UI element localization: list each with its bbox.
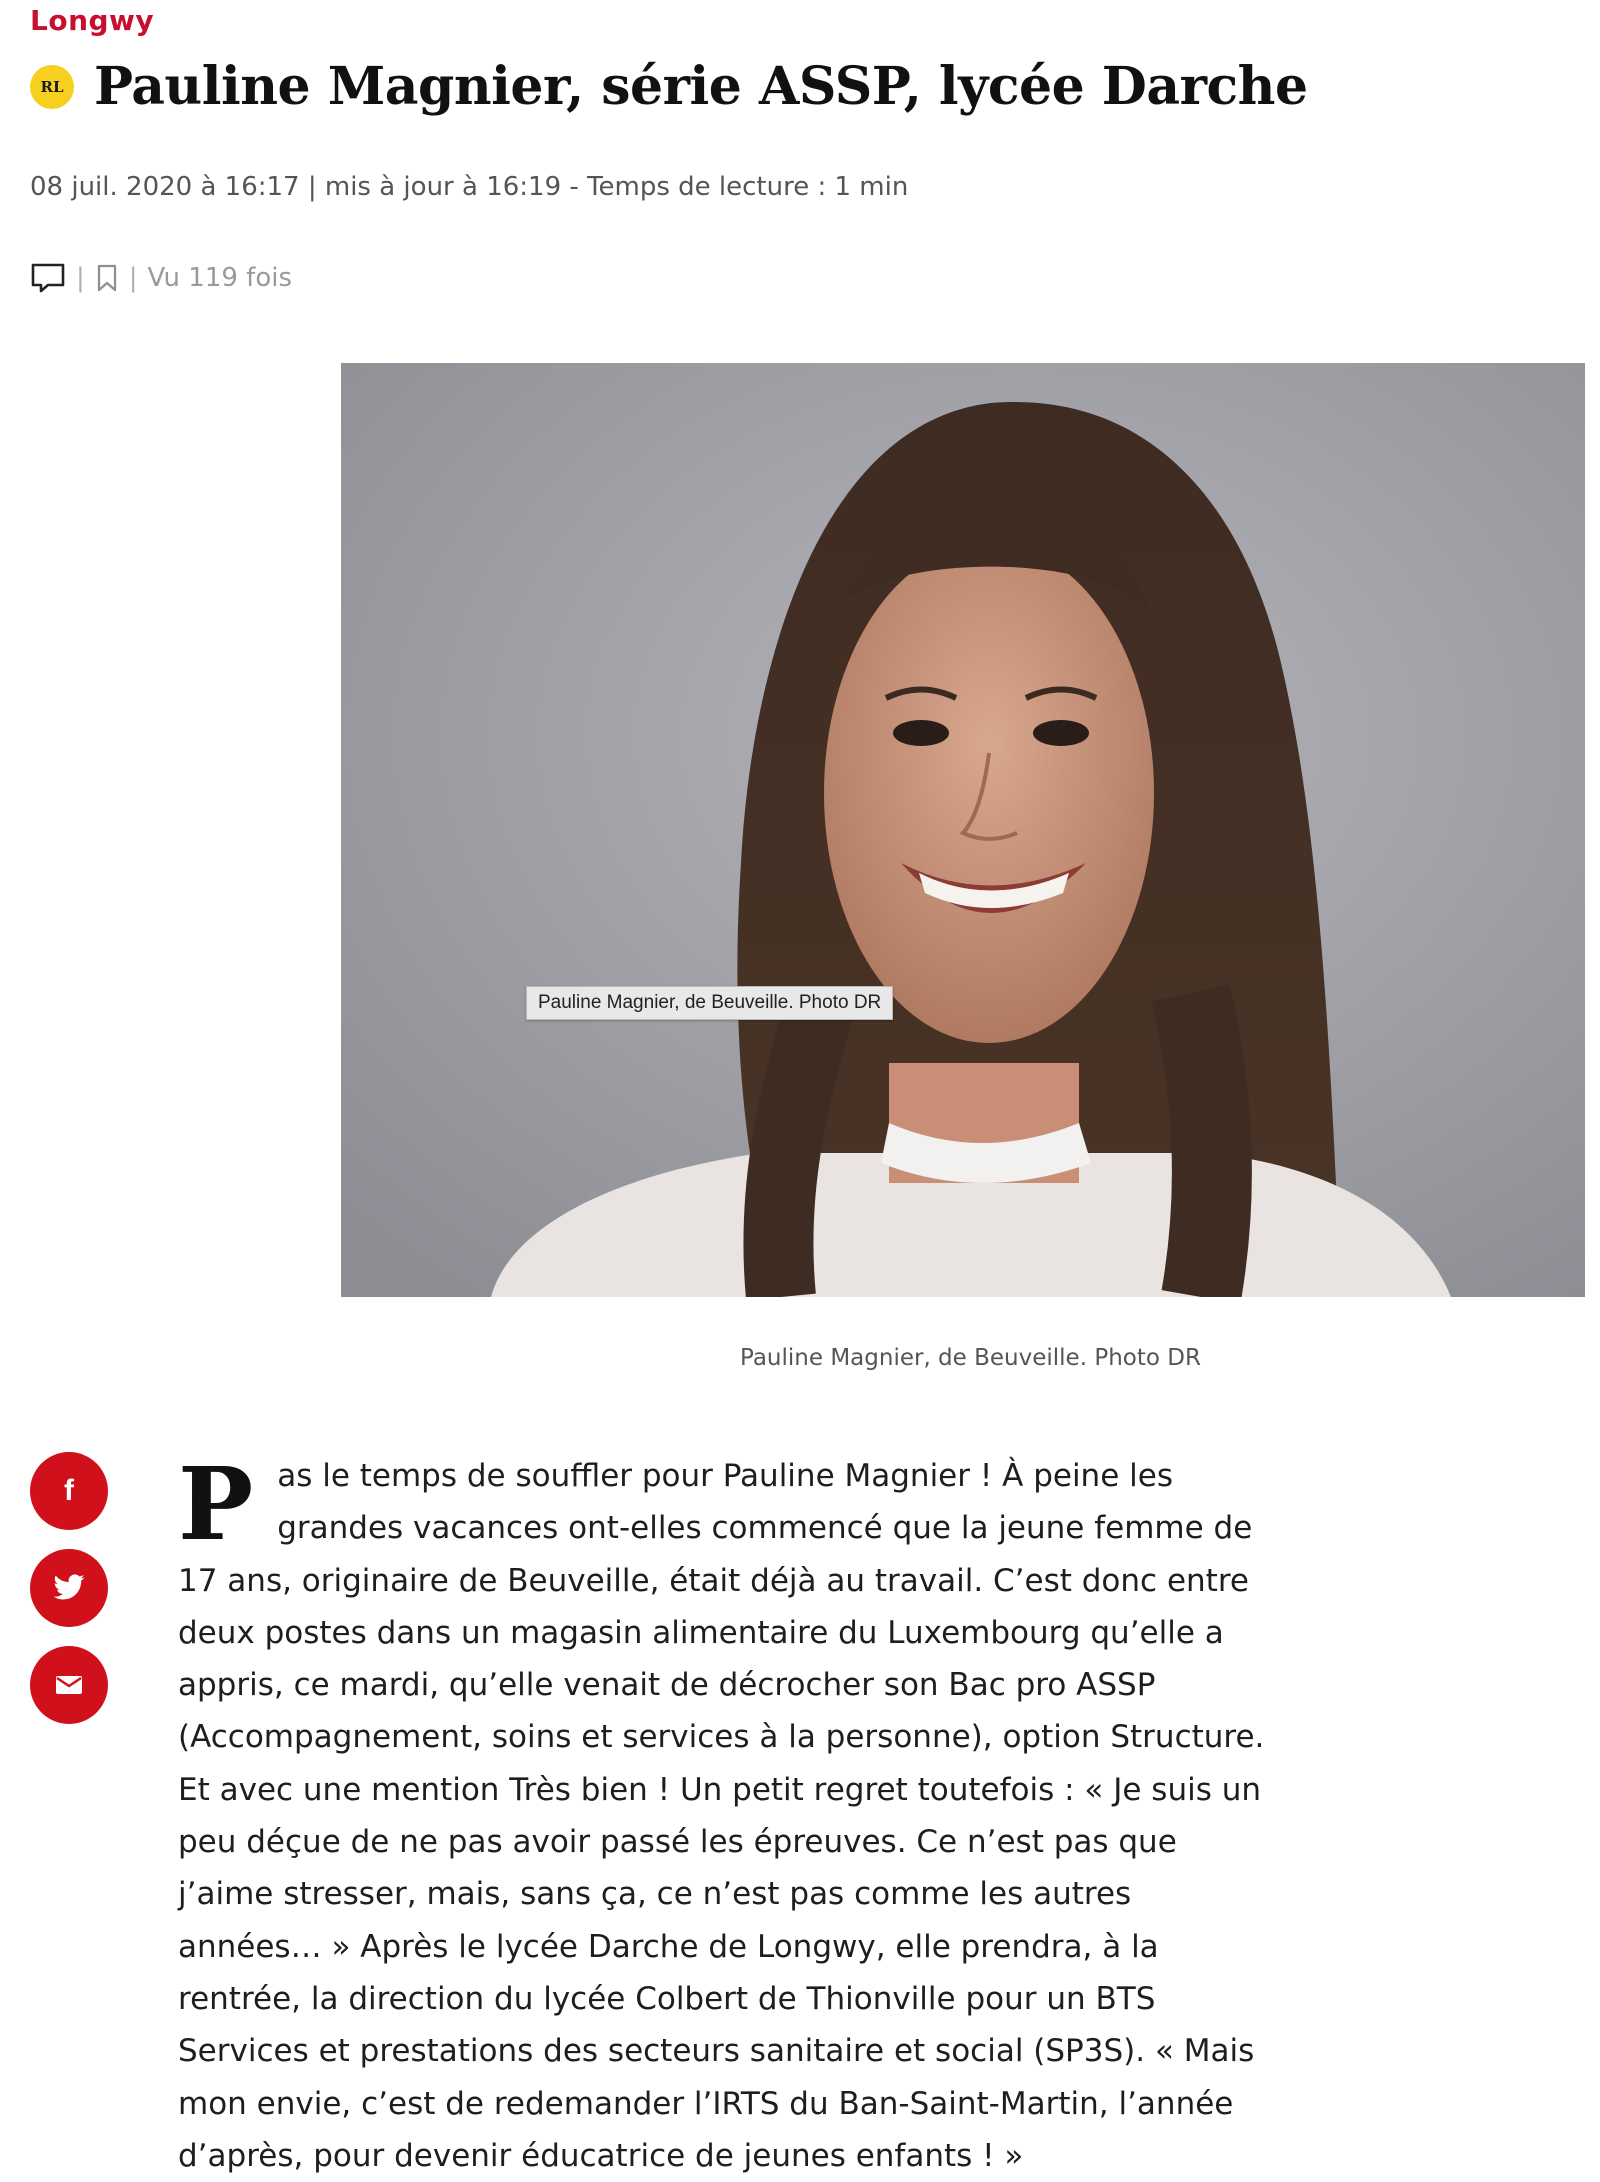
drop-cap: P [178,1445,254,1563]
article-text: as le temps de souffler pour Pauline Magnier ! À peine les grandes vacances ont-elles commencé que la jeune femme de 17 ans, originaire de Beuveille, était déjà au travail. C’est donc entre deux postes dans un magasin alimentaire du Luxembourg qu’elle a appris, ce mardi, qu’elle venait de décrocher son Bac pro ASSP (Accompagnement, soins et services à la personne), option Structure. Et avec une mention Très bien ! Un petit regret toutefois : « Je suis un peu déçue de ne pas avoir passé les épreuves. Ce n’est pas que j’aime stresser, mais, sans ça, ce n’est pas comme les autres années… » Après le lycée Darche de Longwy, elle prendra, à la rentrée, la direction du lycée Colbert de Thionville pour un BTS Services et prestations des secteurs sanitaire et social (SP3S). « Mais mon envie, c’est de redemander l’IRTS du Ban-Saint-Martin, l’année d’après, pour devenir éducatrice de jeunes enfants ! » [178,1458,1265,2174]
email-share-button[interactable] [30,1646,108,1724]
portrait-illustration [341,363,1585,1297]
bookmark-icon[interactable] [95,263,119,293]
facebook-icon: f [64,1474,74,1507]
separator: | [128,263,138,293]
photo-caption: Pauline Magnier, de Beuveille. Photo DR [740,1345,1201,1371]
article-meta: 08 juil. 2020 à 16:17 | mis à jour à 16:19 - Temps de lecture : 1 min [30,172,909,202]
facebook-share-button[interactable] [30,1452,108,1530]
comment-icon[interactable] [30,262,66,294]
article-photo [341,363,1585,1297]
view-count: Vu 119 fois [147,263,293,293]
photo-tooltip: Pauline Magnier, de Beuveille. Photo DR [526,986,893,1020]
separator: | [76,263,85,293]
share-buttons [30,1452,108,1743]
title-row [30,56,1308,117]
headline: Pauline Magnier, série ASSP, lycée Darche [94,56,1308,117]
rl-badge: RL [30,65,74,109]
email-icon [55,1674,83,1696]
section-label[interactable]: Longwy [30,4,155,37]
twitter-share-button[interactable] [30,1549,108,1627]
twitter-icon [52,1574,86,1602]
article-actions [30,262,292,294]
article-body [178,1445,1278,2182]
